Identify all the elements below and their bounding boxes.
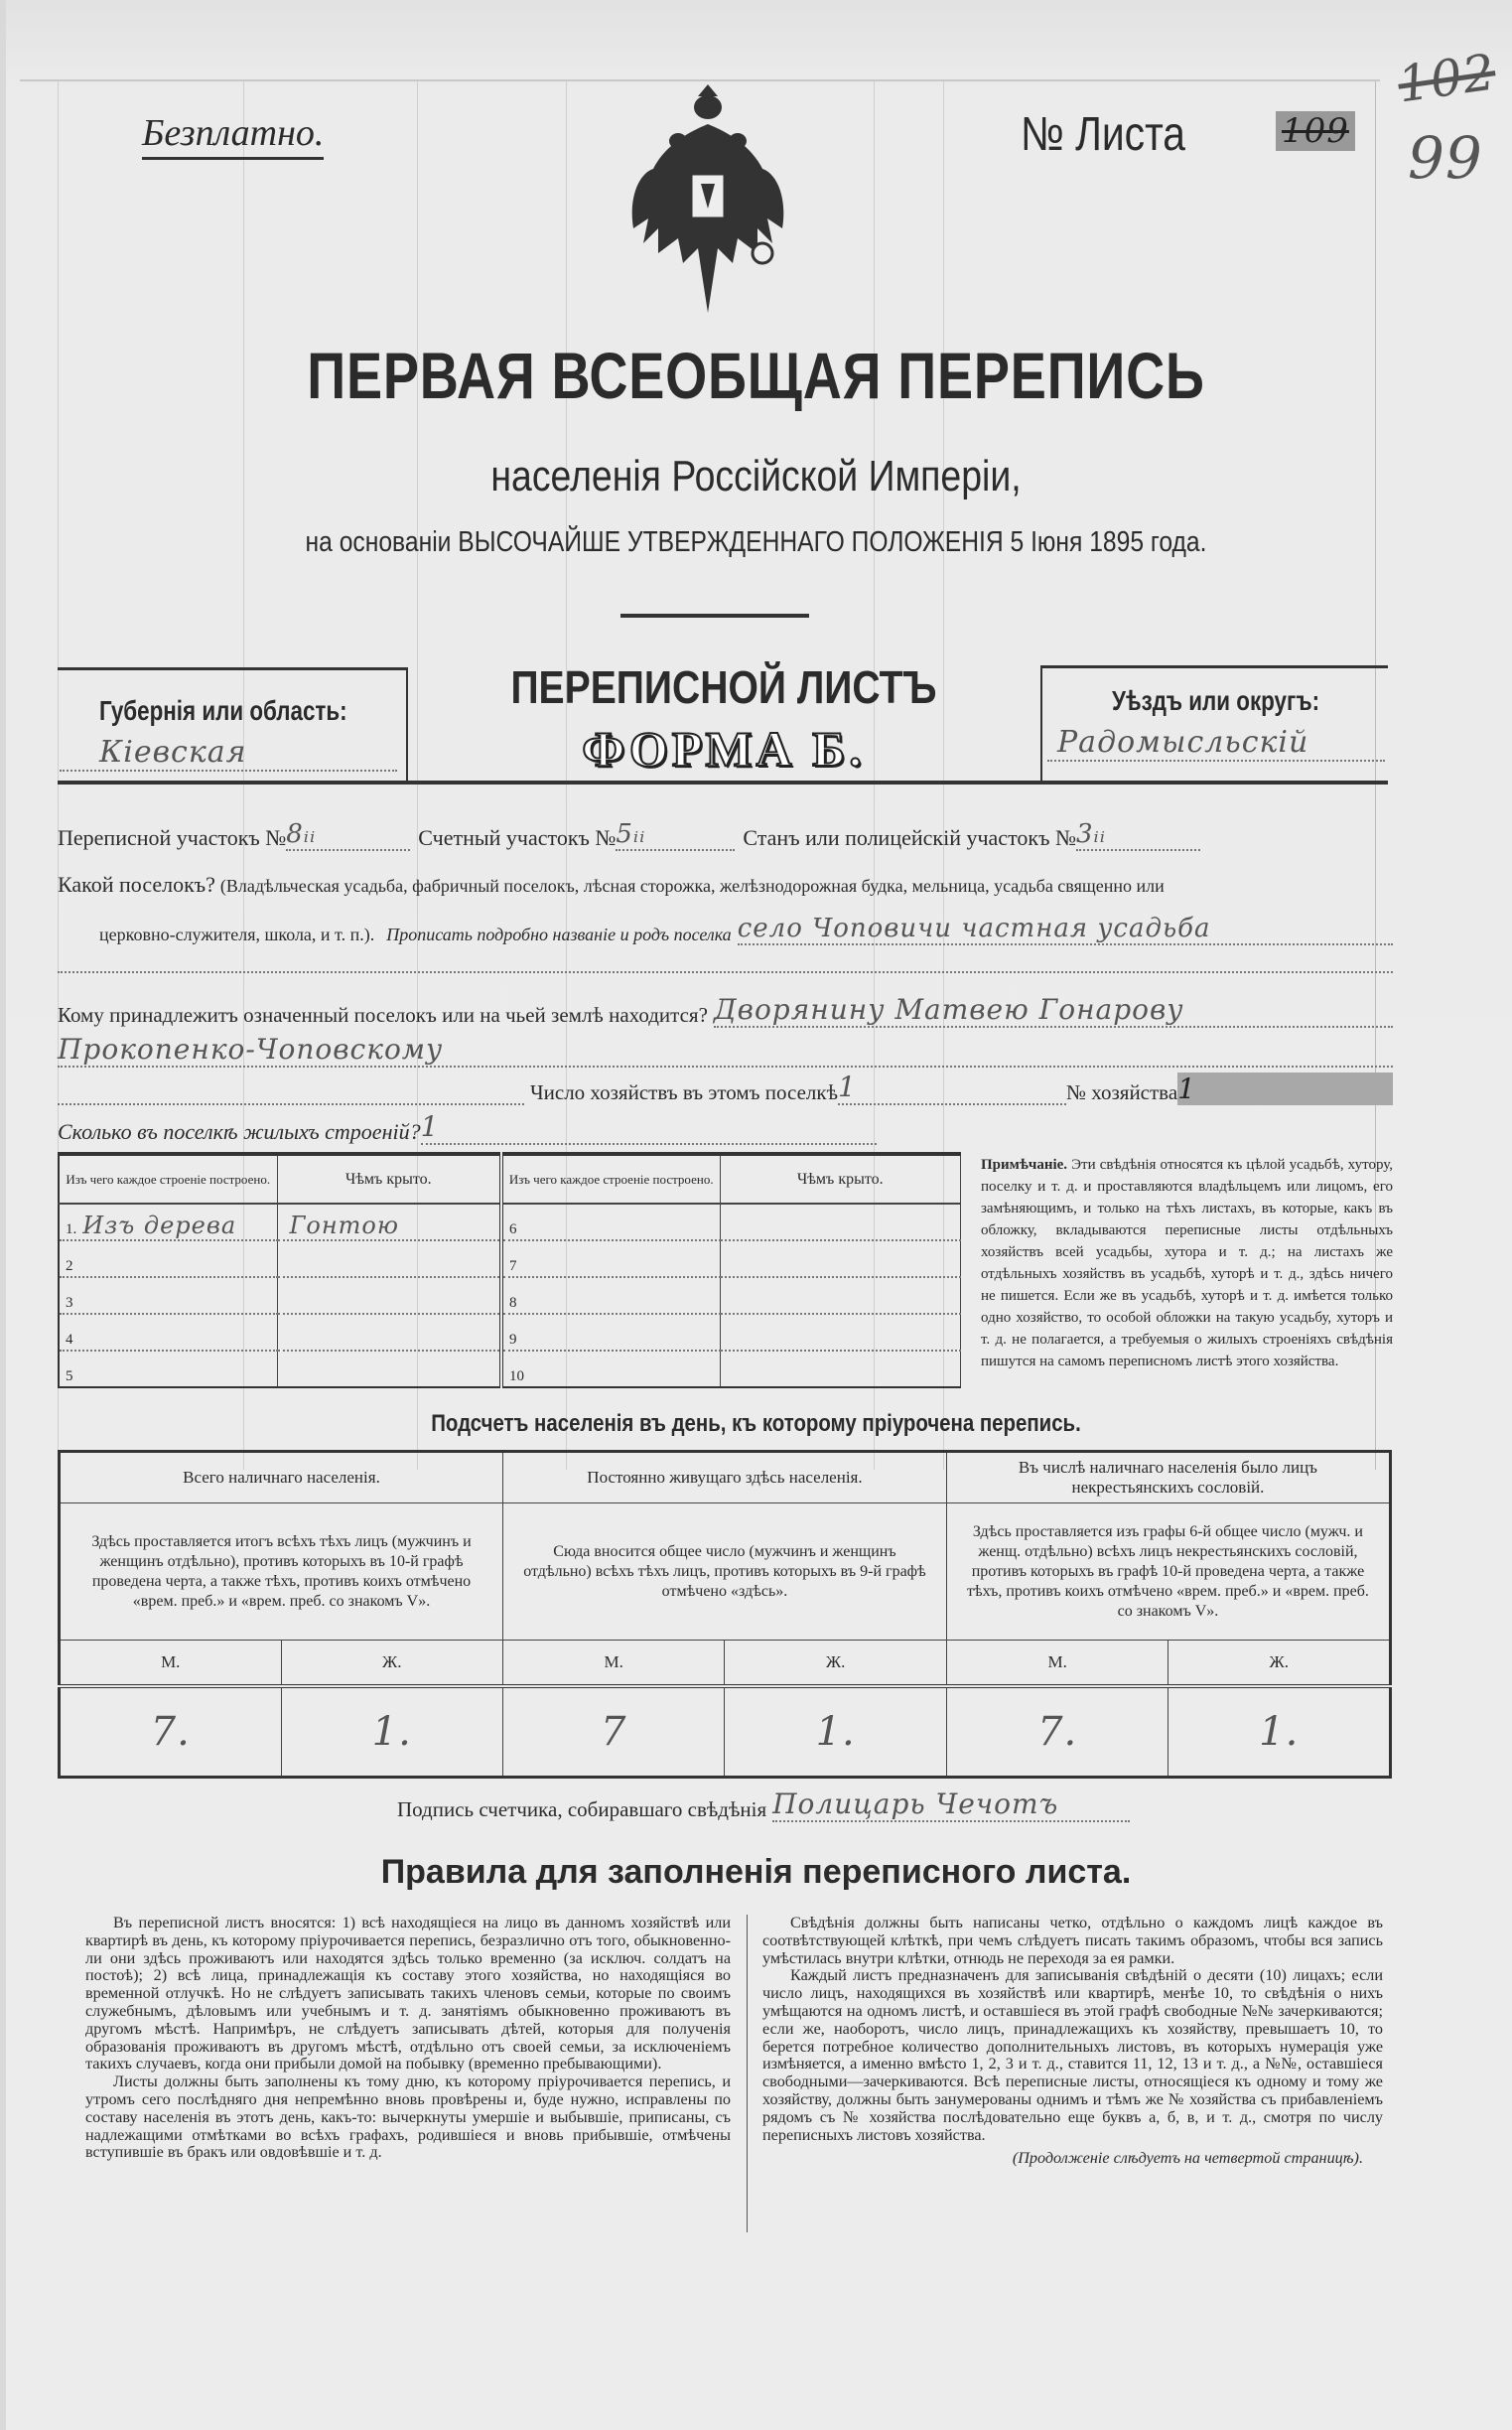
male-label: М. bbox=[503, 1641, 725, 1686]
buildings-table bbox=[58, 1152, 961, 1388]
signature-row bbox=[397, 1787, 1130, 1822]
rules-title: Правила для заполненія переписного листа. bbox=[380, 1853, 1132, 1891]
roof-cell bbox=[277, 1314, 501, 1351]
summary-column-desc: Здѣсь проставляется изъ графы 6-й общее число (мужч. и женщ. отдѣльно) всѣхъ лицъ некрестьянскихъ сословій, противъ которыхъ въ графѣ 10-й проведена черта, а также тѣхъ, противъ коихъ отмѣчено «врем. преб.» и «врем. преб. со знакомъ V». bbox=[946, 1503, 1390, 1641]
buildings-row bbox=[58, 1110, 877, 1145]
settlement-row-2 bbox=[99, 914, 1393, 945]
free-label: Безплатно. bbox=[142, 111, 324, 160]
row-number: 5 bbox=[66, 1368, 73, 1384]
col-roof: Чѣмъ крыто. bbox=[720, 1154, 961, 1204]
archive-number-old: 102 bbox=[1394, 43, 1499, 114]
household-no-value: 1 bbox=[1177, 1072, 1393, 1105]
rules-paragraph: Листы должны быть заполнены къ тому дню, къ которому пріурочивается перепись, и утромъ сего послѣдняго дня непремѣнно вновь провѣрены и, буде нужно, исправлены по составу населенія въ этотъ день, какъ-то: вычеркнуты умершіе и выбывшіе, приписаны, съ надлежащими отмѣтками во всѣхъ графахъ, родившіеся и вновь прибывшіе, отмѣчены вступившіе въ бракъ или овдовѣвшіе и т. д. bbox=[85, 2073, 731, 2162]
note-title: Примѣчаніе. bbox=[981, 1157, 1068, 1173]
material-cell bbox=[59, 1277, 277, 1314]
row-number: 7 bbox=[509, 1258, 517, 1274]
material-value: Изъ дерева bbox=[82, 1212, 237, 1239]
stan-value: 3ᵢᵢ bbox=[1076, 819, 1200, 851]
uezd-value: Радомысльскій bbox=[1047, 725, 1385, 762]
form-type: ФОРМА Б. bbox=[582, 721, 866, 777]
female-count: 1. bbox=[281, 1686, 503, 1778]
female-label: Ж. bbox=[725, 1641, 946, 1686]
material-cell bbox=[59, 1204, 277, 1240]
imperial-eagle-emblem bbox=[623, 79, 792, 318]
sheet-number-value: 109 bbox=[1276, 111, 1355, 151]
roof-cell bbox=[720, 1240, 961, 1277]
table-row bbox=[59, 1351, 961, 1387]
main-title: ПЕРВАЯ ВСЕОБЩАЯ ПЕРЕПИСЬ bbox=[307, 339, 1205, 412]
stan-label: Станъ или полицейскій участокъ № bbox=[743, 825, 1076, 850]
settlement-value: село Чоповичи частная усадьба bbox=[738, 914, 1393, 945]
household-no-label: № хозяйства bbox=[1066, 1080, 1178, 1104]
divider bbox=[58, 667, 406, 670]
settlement-label: Какой поселокъ? bbox=[58, 872, 215, 897]
col-material: Изъ чего каждое строеніе построено. bbox=[59, 1154, 277, 1204]
uezd-label: Уѣздъ или округъ: bbox=[1112, 685, 1320, 716]
signature-label: Подпись счетчика, собиравшаго свѣдѣнія bbox=[397, 1797, 767, 1821]
table-row bbox=[59, 1204, 961, 1240]
settlement-hint: (Владѣльческая усадьба, фабричный поселокъ, лѣсная сторожка, желѣзнодорожная будка, мельница, усадьба священно или bbox=[219, 876, 1165, 896]
table-row bbox=[59, 1277, 961, 1314]
material-cell bbox=[501, 1314, 720, 1351]
blank-line bbox=[58, 1103, 524, 1105]
divider bbox=[620, 614, 809, 618]
roof-cell bbox=[277, 1204, 501, 1240]
divider bbox=[58, 781, 1388, 785]
archive-number: 99 bbox=[1408, 124, 1483, 192]
col-roof: Чѣмъ крыто. bbox=[277, 1154, 501, 1204]
settlement-row bbox=[58, 872, 1393, 898]
summary-title: Подсчетъ населенія въ день, къ которому пріурочена перепись. bbox=[431, 1410, 1081, 1437]
male-count: 7 bbox=[503, 1686, 725, 1778]
table-row bbox=[59, 1240, 961, 1277]
signature-value: Полицарь Чечотъ bbox=[772, 1787, 1130, 1822]
row-number: 8 bbox=[509, 1295, 517, 1311]
row-number: 6 bbox=[509, 1221, 517, 1237]
material-cell bbox=[59, 1314, 277, 1351]
summary-column-desc: Здѣсь проставляется итогъ всѣхъ тѣхъ лицъ (мужчинъ и женщинъ отдѣльно), противъ которыхъ въ 10-й графѣ проведена черта, а также тѣхъ, противъ коихъ отмѣчено «врем. преб.» и «врем. преб. со знакомъ V». bbox=[60, 1503, 503, 1641]
summary-column-head: Въ числѣ наличнаго населенія было лицъ некрестьянскихъ сословій. bbox=[946, 1452, 1390, 1503]
note bbox=[981, 1154, 1393, 1372]
owner-value: Дворянину Матвею Гонарову bbox=[714, 993, 1393, 1028]
row-number: 3 bbox=[66, 1295, 73, 1311]
female-count: 1. bbox=[1168, 1686, 1391, 1778]
settlement-hint-2: церковно-служителя, школа, и т. п.). bbox=[99, 925, 375, 944]
blank-line bbox=[58, 971, 1393, 973]
summary-column-head: Всего наличнаго населенія. bbox=[60, 1452, 503, 1503]
buildings-value: 1 bbox=[421, 1110, 877, 1145]
summary-column-head: Постоянно живущаго здѣсь населенія. bbox=[503, 1452, 947, 1503]
column-divider bbox=[747, 1915, 748, 2232]
census-district-label: Переписной участокъ № bbox=[58, 825, 287, 850]
owner-label: Кому принадлежитъ означенный поселокъ или на чьей землѣ находится? bbox=[58, 1003, 708, 1027]
owner-row bbox=[58, 993, 1393, 1028]
households-label: Число хозяйствъ въ этомъ поселкѣ bbox=[530, 1080, 838, 1104]
rules-left-column bbox=[85, 1915, 731, 2162]
count-district-value: 5ᵢᵢ bbox=[616, 819, 735, 851]
sheet-number-label: № Листа bbox=[1021, 108, 1185, 161]
roof-cell bbox=[277, 1351, 501, 1387]
col-material: Изъ чего каждое строеніе построено. bbox=[501, 1154, 720, 1204]
row-number: 9 bbox=[509, 1332, 517, 1348]
material-cell bbox=[501, 1240, 720, 1277]
rules-paragraph: Въ переписной листъ вносятся: 1) всѣ находящіеся на лицо въ данномъ хозяйствѣ или квартирѣ въ день, къ которому пріурочивается перепись, безразлично отъ того, обыкновенно-ли они здѣсь проживаютъ или находятся здѣсь только временно (за исключ. солдатъ на постоѣ); 2) всѣ лица, принадлежащія къ составу этого хозяйства, но находящіяся во временной отлучкѣ. Но не слѣдуетъ записывать такихъ членовъ семьи, которые по своимъ служебнымъ, дѣловымъ или учебнымъ и т. д. занятіямъ обыкновенно проживаютъ въ другомъ мѣстѣ. Напримѣръ, не слѣдуетъ записывать дѣтей, которыя для полученія образованія проживаютъ въ другомъ мѣстѣ, отдѣльно отъ своей семьи, за исключеніемъ такихъ случаевъ, когда они прибыли домой на побывку (временно пребывающими). bbox=[85, 1914, 731, 2073]
rules-paragraph: Каждый листъ предназначенъ для записыванія свѣдѣній о десяти (10) лицахъ; если число лицъ, находящихся въ хозяйствѣ или квартирѣ, менѣе 10, то свѣдѣнія о нихъ умѣщаются на одномъ листѣ, и оставшіеся въ этой графѣ свободные №№ зачеркиваются; если же, наоборотъ, число лицъ, принадлежащихъ къ хозяйству, превышаетъ 10, то берется потребное количество дополнительныхъ листовъ, въ которыхъ нумерація уже измѣняется, а именно вмѣсто 1, 2, 3 и т. д., ставится 11, 12, 13 и т. д., а №№, оставшіеся свободными—зачеркиваются. Всѣ переписные листы, относящіеся къ одному и тому же хозяйству, должны быть занумерованы однимъ и тѣмъ же № хозяйства съ прибавленіемъ рядомъ съ № хозяйства послѣдовательно еще буквъ а, б, в, и т. д., смотря по числу переписныхъ листовъ хозяйства. bbox=[762, 1966, 1383, 2144]
row-number: 2 bbox=[66, 1258, 73, 1274]
settlement-hint-3: Прописать подробно названіе и родъ поселка bbox=[386, 925, 732, 944]
continued-note: (Продолженіе слѣдуетъ на четвертой страницѣ). bbox=[1012, 2149, 1363, 2168]
material-cell bbox=[59, 1351, 277, 1387]
rules-right-column bbox=[762, 1915, 1383, 2168]
gubernia-label: Губернія или область: bbox=[99, 695, 347, 726]
divider bbox=[1040, 665, 1388, 668]
table-row bbox=[59, 1314, 961, 1351]
roof-value: Гонтою bbox=[289, 1212, 399, 1239]
material-cell bbox=[59, 1240, 277, 1277]
households-row bbox=[58, 1071, 1393, 1105]
roof-cell bbox=[277, 1240, 501, 1277]
note-text: Эти свѣдѣнія относятся къ цѣлой усадьбѣ, хутору, поселку и т. д. и проставляются владѣльцемъ или лицомъ, его замѣняющимъ, и только на тѣхъ листахъ, въ которые, какъ въ обложку, вкладываются переписные листы отдѣльныхъ хозяйствъ всей усадьбы, хутора и т. д.; на листахъ же отдѣльныхъ хозяйствъ въ усадьбѣ, хуторѣ и т. д., здѣсь ничего не пишется. Если же въ усадьбѣ, хуторѣ и т. д. имѣется только одно хозяйство, то особой обложки на такую усадьбу, хуторъ и т. д. не полагается, а требуемыя о жилыхъ строеніяхъ свѣдѣнія пишутся на самомъ переписномъ листѣ этого хозяйства. bbox=[981, 1157, 1393, 1369]
roof-cell bbox=[720, 1314, 961, 1351]
rules-paragraph: Свѣдѣнія должны быть написаны четко, отдѣльно о каждомъ лицѣ каждое въ соотвѣтствующей клѣткѣ, при чемъ слѣдуетъ писать такимъ образомъ, чтобы вся запись умѣстилась внутри клѣтки, отнюдь не переходя за ея рамки. bbox=[762, 1914, 1383, 1967]
row-number: 1. bbox=[66, 1221, 77, 1237]
roof-cell bbox=[277, 1277, 501, 1314]
row-number: 10 bbox=[509, 1368, 524, 1384]
legal-basis: на основаніи ВЫСОЧАЙШЕ УТВЕРЖДЕННАГО ПОЛОЖЕНІЯ 5 Іюня 1895 года. bbox=[305, 526, 1207, 558]
material-cell bbox=[501, 1277, 720, 1314]
female-label: Ж. bbox=[281, 1641, 503, 1686]
material-cell bbox=[501, 1351, 720, 1387]
census-district-value: 8ᵢᵢ bbox=[286, 819, 410, 851]
male-label: М. bbox=[60, 1641, 282, 1686]
material-cell bbox=[501, 1204, 720, 1240]
count-district-label: Счетный участокъ № bbox=[418, 825, 617, 850]
summary-column-desc: Сюда вносится общее число (мужчинъ и женщинъ отдѣльно) всѣхъ тѣхъ лицъ, противъ которыхъ въ 9-й графѣ отмѣчено «здѣсь». bbox=[503, 1503, 947, 1641]
male-count: 7. bbox=[946, 1686, 1168, 1778]
female-label: Ж. bbox=[1168, 1641, 1391, 1686]
female-count: 1. bbox=[725, 1686, 946, 1778]
roof-cell bbox=[720, 1204, 961, 1240]
form-name: ПЕРЕПИСНОЙ ЛИСТЪ bbox=[510, 661, 937, 713]
male-label: М. bbox=[946, 1641, 1168, 1686]
roof-cell bbox=[720, 1351, 961, 1387]
households-value: 1 bbox=[838, 1071, 1066, 1105]
row-number: 4 bbox=[66, 1332, 73, 1348]
subtitle: населенія Россійской Имперіи, bbox=[490, 452, 1022, 500]
gubernia-value: Кіевская bbox=[60, 735, 397, 772]
male-count: 7. bbox=[60, 1686, 282, 1778]
owner-value-continued: Прокопенко-Чоповскому bbox=[58, 1033, 1393, 1068]
district-row bbox=[58, 819, 1200, 851]
population-summary-table bbox=[58, 1450, 1392, 1779]
roof-cell bbox=[720, 1277, 961, 1314]
buildings-label: Сколько въ поселкѣ жилыхъ строеній? bbox=[58, 1119, 421, 1144]
